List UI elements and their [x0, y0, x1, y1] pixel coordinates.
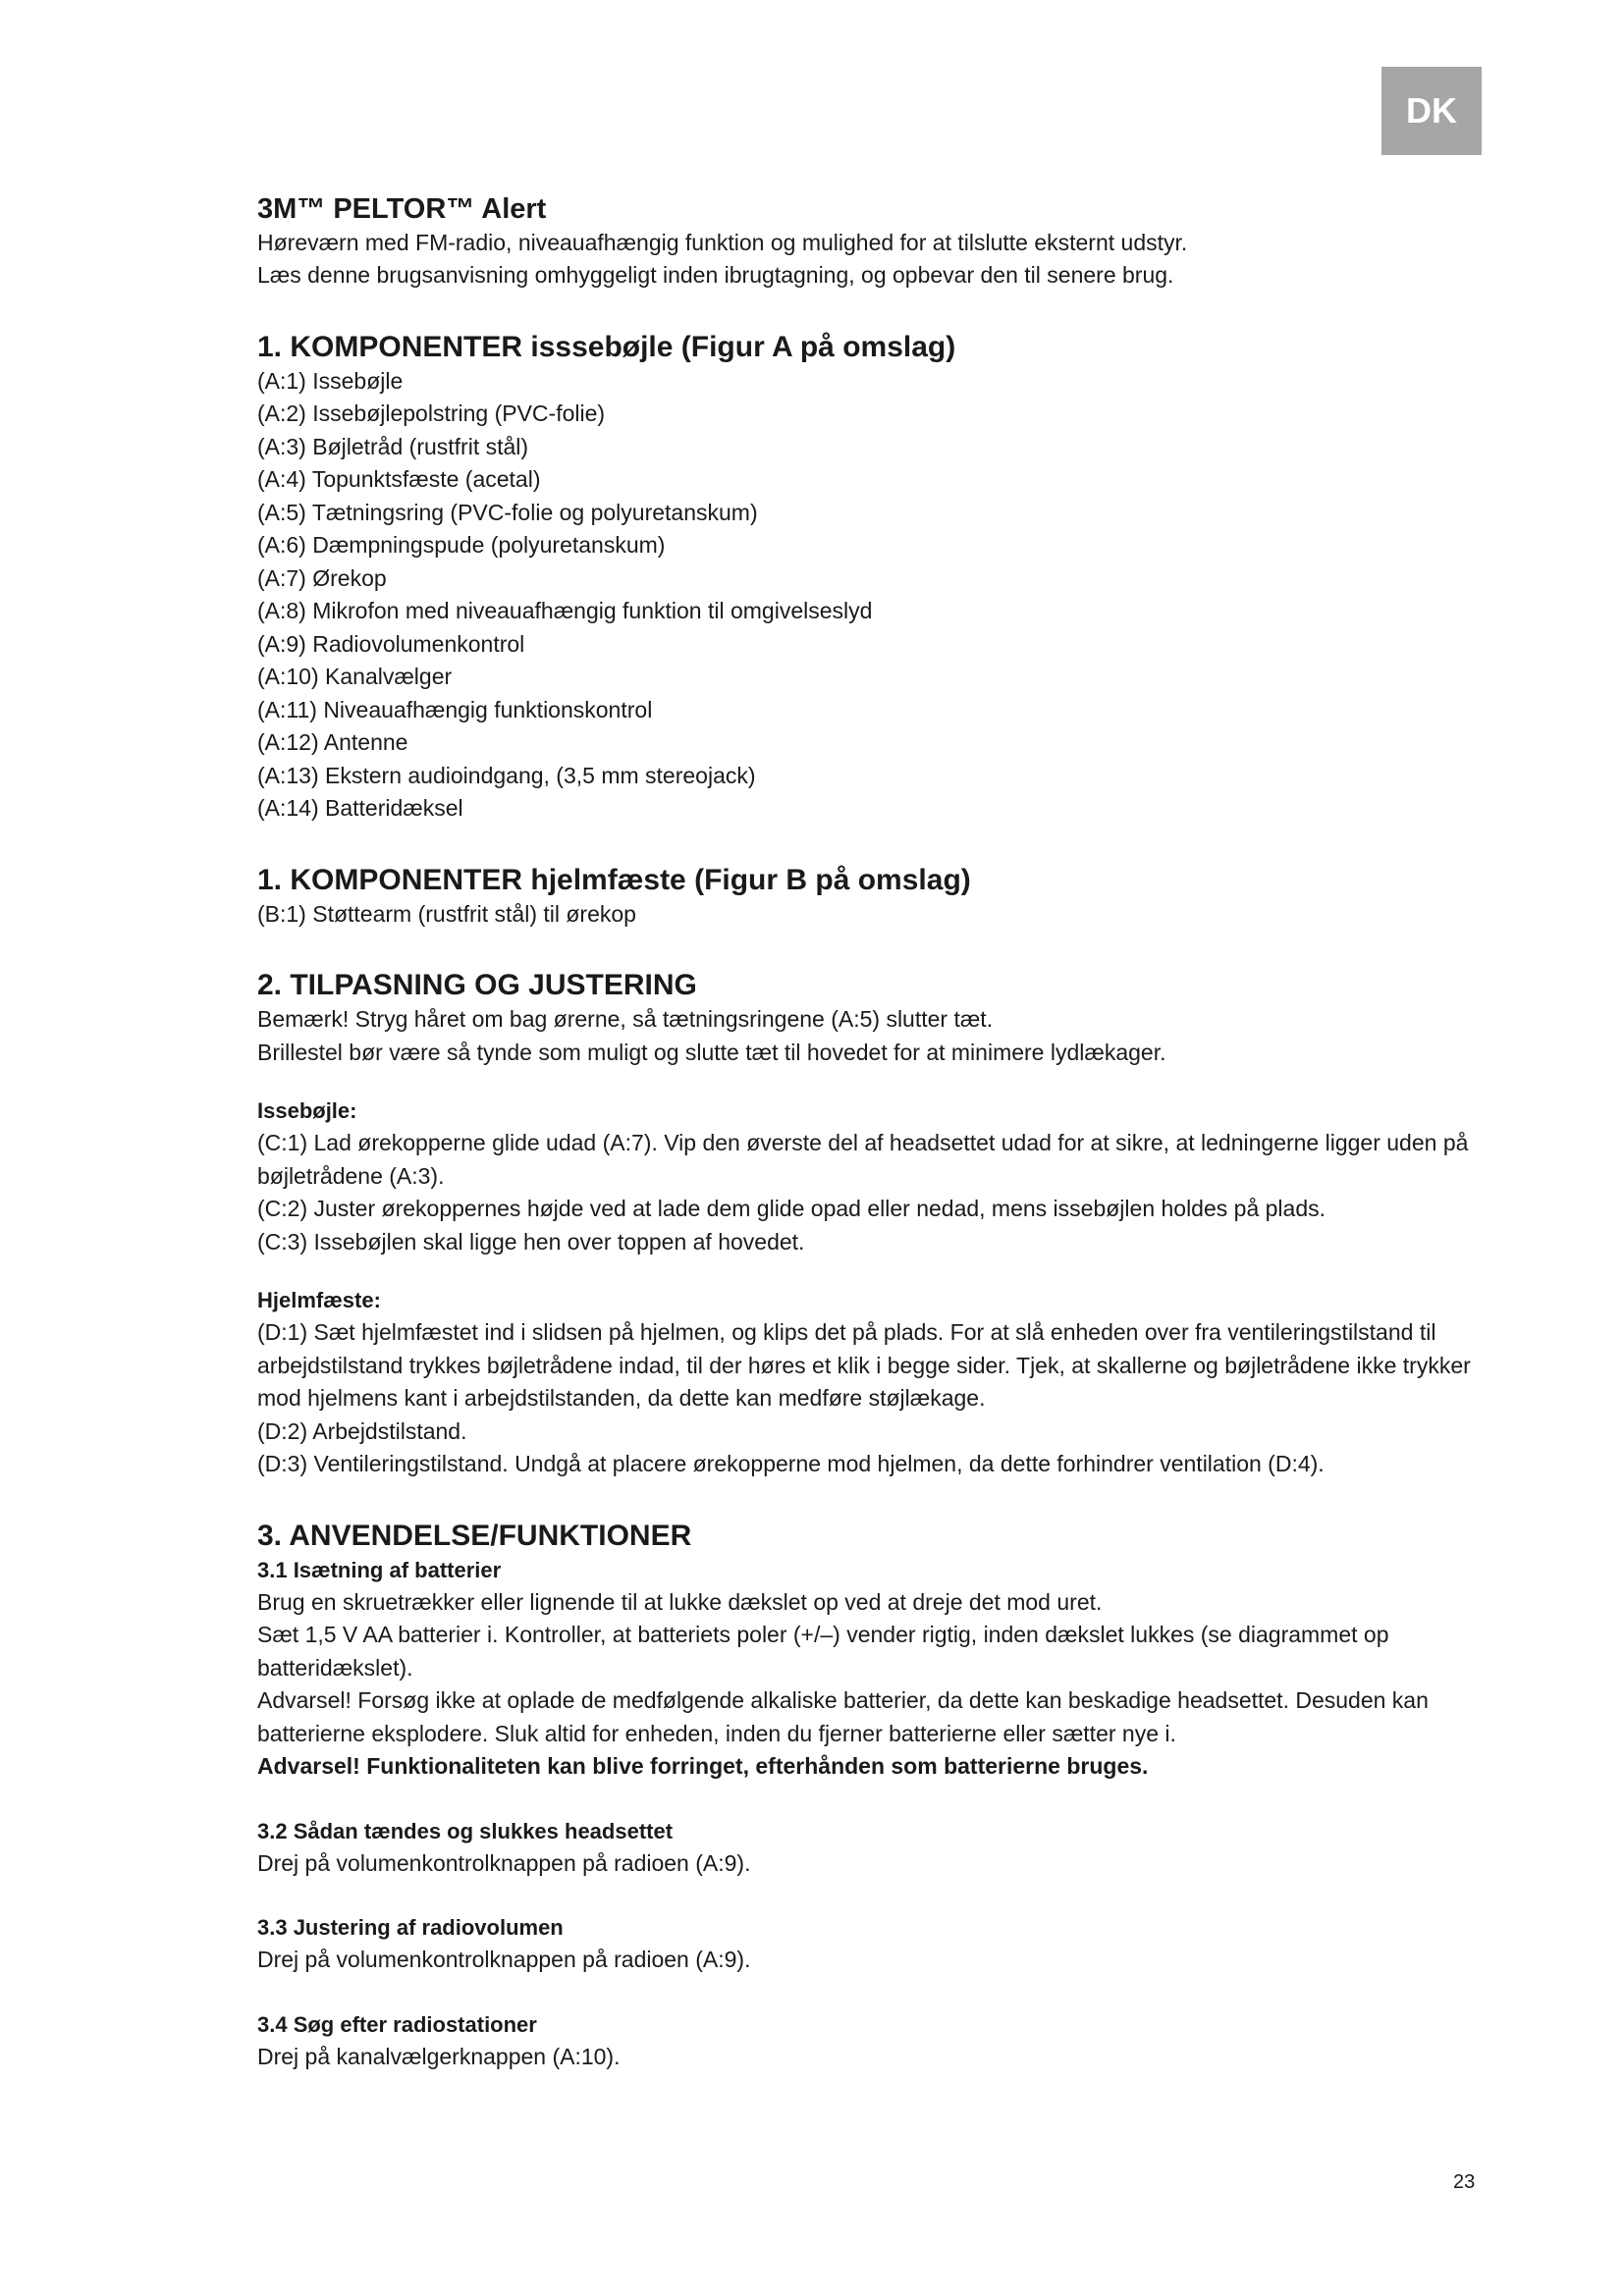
list-item: (B:1) Støttearm (rustfrit stål) til ørekop — [257, 900, 636, 927]
page-number: 23 — [1453, 2171, 1476, 2193]
section-2-heading: 2. TILPASNING OG JUSTERING — [257, 969, 697, 1002]
subsection-3-2-heading: 3.2 Sådan tændes og slukkes headsettet — [257, 1818, 674, 1843]
list-item: (A:13) Ekstern audioindgang, (3,5 mm stereojack) — [257, 762, 756, 788]
component-list-a — [257, 365, 1475, 826]
subsection-3-2-text: Drej på volumenkontrolknappen på radioen (A:9). — [257, 1849, 751, 1876]
list-item: (A:7) Ørekop — [257, 564, 387, 591]
language-tab: DK — [1381, 67, 1482, 155]
list-item: (A:12) Antenne — [257, 729, 408, 756]
helmet-step: (D:3) Ventileringstilstand. Undgå at placere ørekopperne mod hjelmen, da dette forhindrer ventilation (D:4). — [257, 1451, 1325, 1477]
subsection-3-3-text: Drej på volumenkontrolknappen på radioen (A:9). — [257, 1947, 751, 1973]
intro-line: Læs denne brugsanvisning omhyggeligt inden ibrugtagning, og opbevar den til senere brug. — [257, 262, 1174, 289]
helmet-step: (D:2) Arbejdstilstand. — [257, 1417, 467, 1444]
list-item: (A:9) Radiovolumenkontrol — [257, 630, 525, 657]
battery-instruction: Sæt 1,5 V AA batterier i. Kontroller, at batteriets poler (+/–) vender rigtig, inden dækslet lukkes (se diagrammet op batteridækslet). — [257, 1622, 1389, 1681]
list-item: (A:5) Tætningsring (PVC-folie og polyuretanskum) — [257, 499, 758, 525]
document-title: 3M™ PELTOR™ Alert — [257, 193, 547, 225]
headband-step: (C:1) Lad ørekopperne glide udad (A:7). Vip den øverste del af headsettet udad for at sikre, at ledningerne ligger uden på bøjletrådene (A:3). — [257, 1130, 1469, 1189]
subsection-3-1-heading: 3.1 Isætning af batterier — [257, 1557, 502, 1582]
headband-heading: Issebøjle: — [257, 1098, 357, 1124]
list-item: (A:4) Topunktsfæste (acetal) — [257, 466, 541, 493]
list-item: (A:10) Kanalvælger — [257, 664, 453, 690]
list-item: (A:3) Bøjletråd (rustfrit stål) — [257, 433, 529, 459]
subsection-3-4-heading: 3.4 Søg efter radiostationer — [257, 2011, 537, 2037]
subsection-3-4-text: Drej på kanalvælgerknappen (A:10). — [257, 2043, 621, 2069]
list-item: (A:8) Mikrofon med niveauafhængig funktion til omgivelseslyd — [257, 598, 873, 624]
battery-instruction: Advarsel! Forsøg ikke at oplade de medfølgende alkaliske batterier, da dette kan beskadige headsettet. Desuden kan batterierne eksplodere. Sluk altid for enheden, inden du fjerner batterierne eller sætter nye i. — [257, 1687, 1429, 1746]
intro-line: Høreværn med FM-radio, niveauafhængig funktion og mulighed for at tilslutte eksternt udstyr. — [257, 229, 1188, 255]
fitting-note: Brillestel bør være så tynde som muligt og slutte tæt til hovedet for at minimere lydlækager. — [257, 1039, 1166, 1065]
document-body — [257, 192, 1475, 2073]
section-a-heading: 1. KOMPONENTER isssebøjle (Figur A på omslag) — [257, 330, 956, 363]
battery-warning: Advarsel! Funktionaliteten kan blive forringet, efterhånden som batterierne bruges. — [257, 1753, 1149, 1780]
list-item: (A:2) Issebøjlepolstring (PVC-folie) — [257, 400, 606, 427]
section-b-heading: 1. KOMPONENTER hjelmfæste (Figur B på omslag) — [257, 863, 971, 896]
fitting-note: Bemærk! Stryg håret om bag ørerne, så tætningsringene (A:5) slutter tæt. — [257, 1006, 994, 1033]
subsection-3-3-heading: 3.3 Justering af radiovolumen — [257, 1915, 564, 1941]
section-3-heading: 3. ANVENDELSE/FUNKTIONER — [257, 1519, 692, 1552]
helmet-step: (D:1) Sæt hjelmfæstet ind i slidsen på hjelmen, og klips det på plads. For at slå enheden over fra ventileringstilstand til arbejdstilstand trykkes bøjletrådene indad, til der høres et klik i begge sider. Tjek, at skallerne og bøjletrådene ikke trykker mod hjelmens kant i arbejdstilstanden, da dette kan medføre støjlækage. — [257, 1319, 1471, 1412]
list-item: (A:14) Batteridæksel — [257, 795, 463, 822]
battery-instruction: Brug en skruetrækker eller lignende til at lukke dækslet op ved at dreje det mod uret. — [257, 1588, 1103, 1615]
headband-step: (C:2) Juster ørekoppernes højde ved at lade dem glide opad eller nedad, mens issebøjlen holdes på plads. — [257, 1196, 1326, 1222]
headband-step: (C:3) Issebøjlen skal ligge hen over toppen af hovedet. — [257, 1228, 805, 1255]
component-list-b — [257, 898, 1475, 932]
list-item: (A:11) Niveauafhængig funktionskontrol — [257, 696, 653, 722]
list-item: (A:6) Dæmpningspude (polyuretanskum) — [257, 532, 666, 559]
helmet-heading: Hjelmfæste: — [257, 1288, 381, 1313]
list-item: (A:1) Issebøjle — [257, 367, 404, 394]
